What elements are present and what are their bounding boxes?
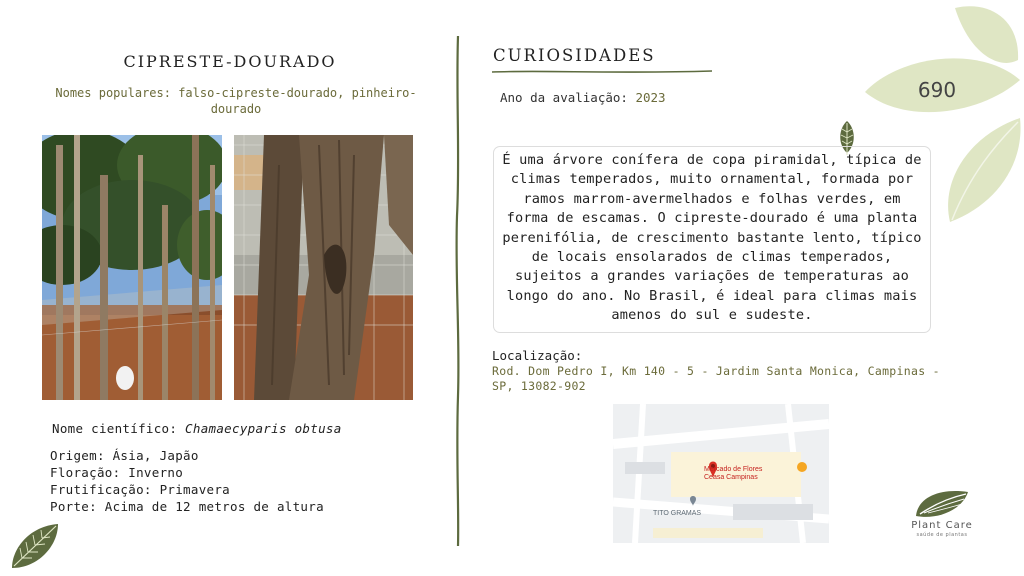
popular-names-label: Nomes populares:	[55, 86, 171, 100]
fruiting-value: Primavera	[159, 482, 230, 497]
plant-facts	[50, 447, 324, 515]
evaluation-year	[500, 90, 666, 105]
size-label: Porte:	[50, 499, 97, 514]
evaluation-year-label: Ano da avaliação:	[500, 90, 628, 105]
size-value: Acima de 12 metros de altura	[104, 499, 324, 514]
fruiting-row	[50, 481, 324, 498]
curiosities-title: CURIOSIDADES	[493, 46, 656, 65]
popular-names	[50, 85, 422, 117]
map-place-line-1: Mercado de Flores	[704, 466, 763, 473]
scientific-name-value: Chamaecyparis obtusa	[185, 421, 342, 436]
location-map[interactable]	[613, 404, 829, 543]
map-place-name	[704, 466, 762, 482]
logo-tagline: saúde de plantas	[916, 532, 968, 538]
origin-value: Ásia, Japão	[112, 448, 199, 463]
size-row	[50, 498, 324, 515]
tree-photo	[42, 135, 222, 400]
location-label: Localização:	[492, 348, 583, 363]
flowering-value: Inverno	[128, 465, 184, 480]
map-street-label: TITO GRAMAS	[653, 510, 702, 517]
fruiting-label: Frutificação:	[50, 482, 152, 497]
evaluation-number: 690	[917, 78, 957, 102]
map-place-line-2: Ceasa Campinas	[704, 474, 758, 481]
location-value: Rod. Dom Pedro I, Km 140 - 5 - Jardim Santa Monica, Campinas - SP, 13082-902	[492, 364, 940, 393]
origin-row	[50, 447, 324, 464]
plant-care-logo-icon	[912, 486, 970, 520]
logo-name: Plant Care	[911, 520, 973, 531]
corner-leaf-icon	[8, 520, 62, 572]
column-divider	[452, 36, 464, 546]
plant-title: CIPRESTE-DOURADO	[123, 52, 337, 71]
title-underline	[490, 68, 715, 76]
food-place-icon	[797, 462, 807, 472]
scientific-name	[52, 421, 342, 436]
trunk-photo	[234, 135, 413, 400]
flowering-row	[50, 464, 324, 481]
description-box: É uma árvore conífera de copa piramidal, típica de climas temperados, muito ornamental, formada por ramos marrom-avermelhados e folhas verdes, em forma de escamas. O cipreste-dourado é uma planta perenifólia, de crescimento bastante lento, típico de locais ensolarados de climas temperados, sujeitos a grandes variações de temperaturas ao longo do ano. No Brasil, é ideal para climas mais amenos do sul e sudeste.	[493, 146, 931, 333]
origin-label: Origem:	[50, 448, 105, 463]
flowering-label: Floração:	[50, 465, 121, 480]
scientific-name-label: Nome científico:	[52, 421, 178, 436]
popular-names-value: falso-cipreste-dourado, pinheiro-dourado	[178, 86, 417, 116]
evaluation-year-value: 2023	[635, 90, 666, 105]
